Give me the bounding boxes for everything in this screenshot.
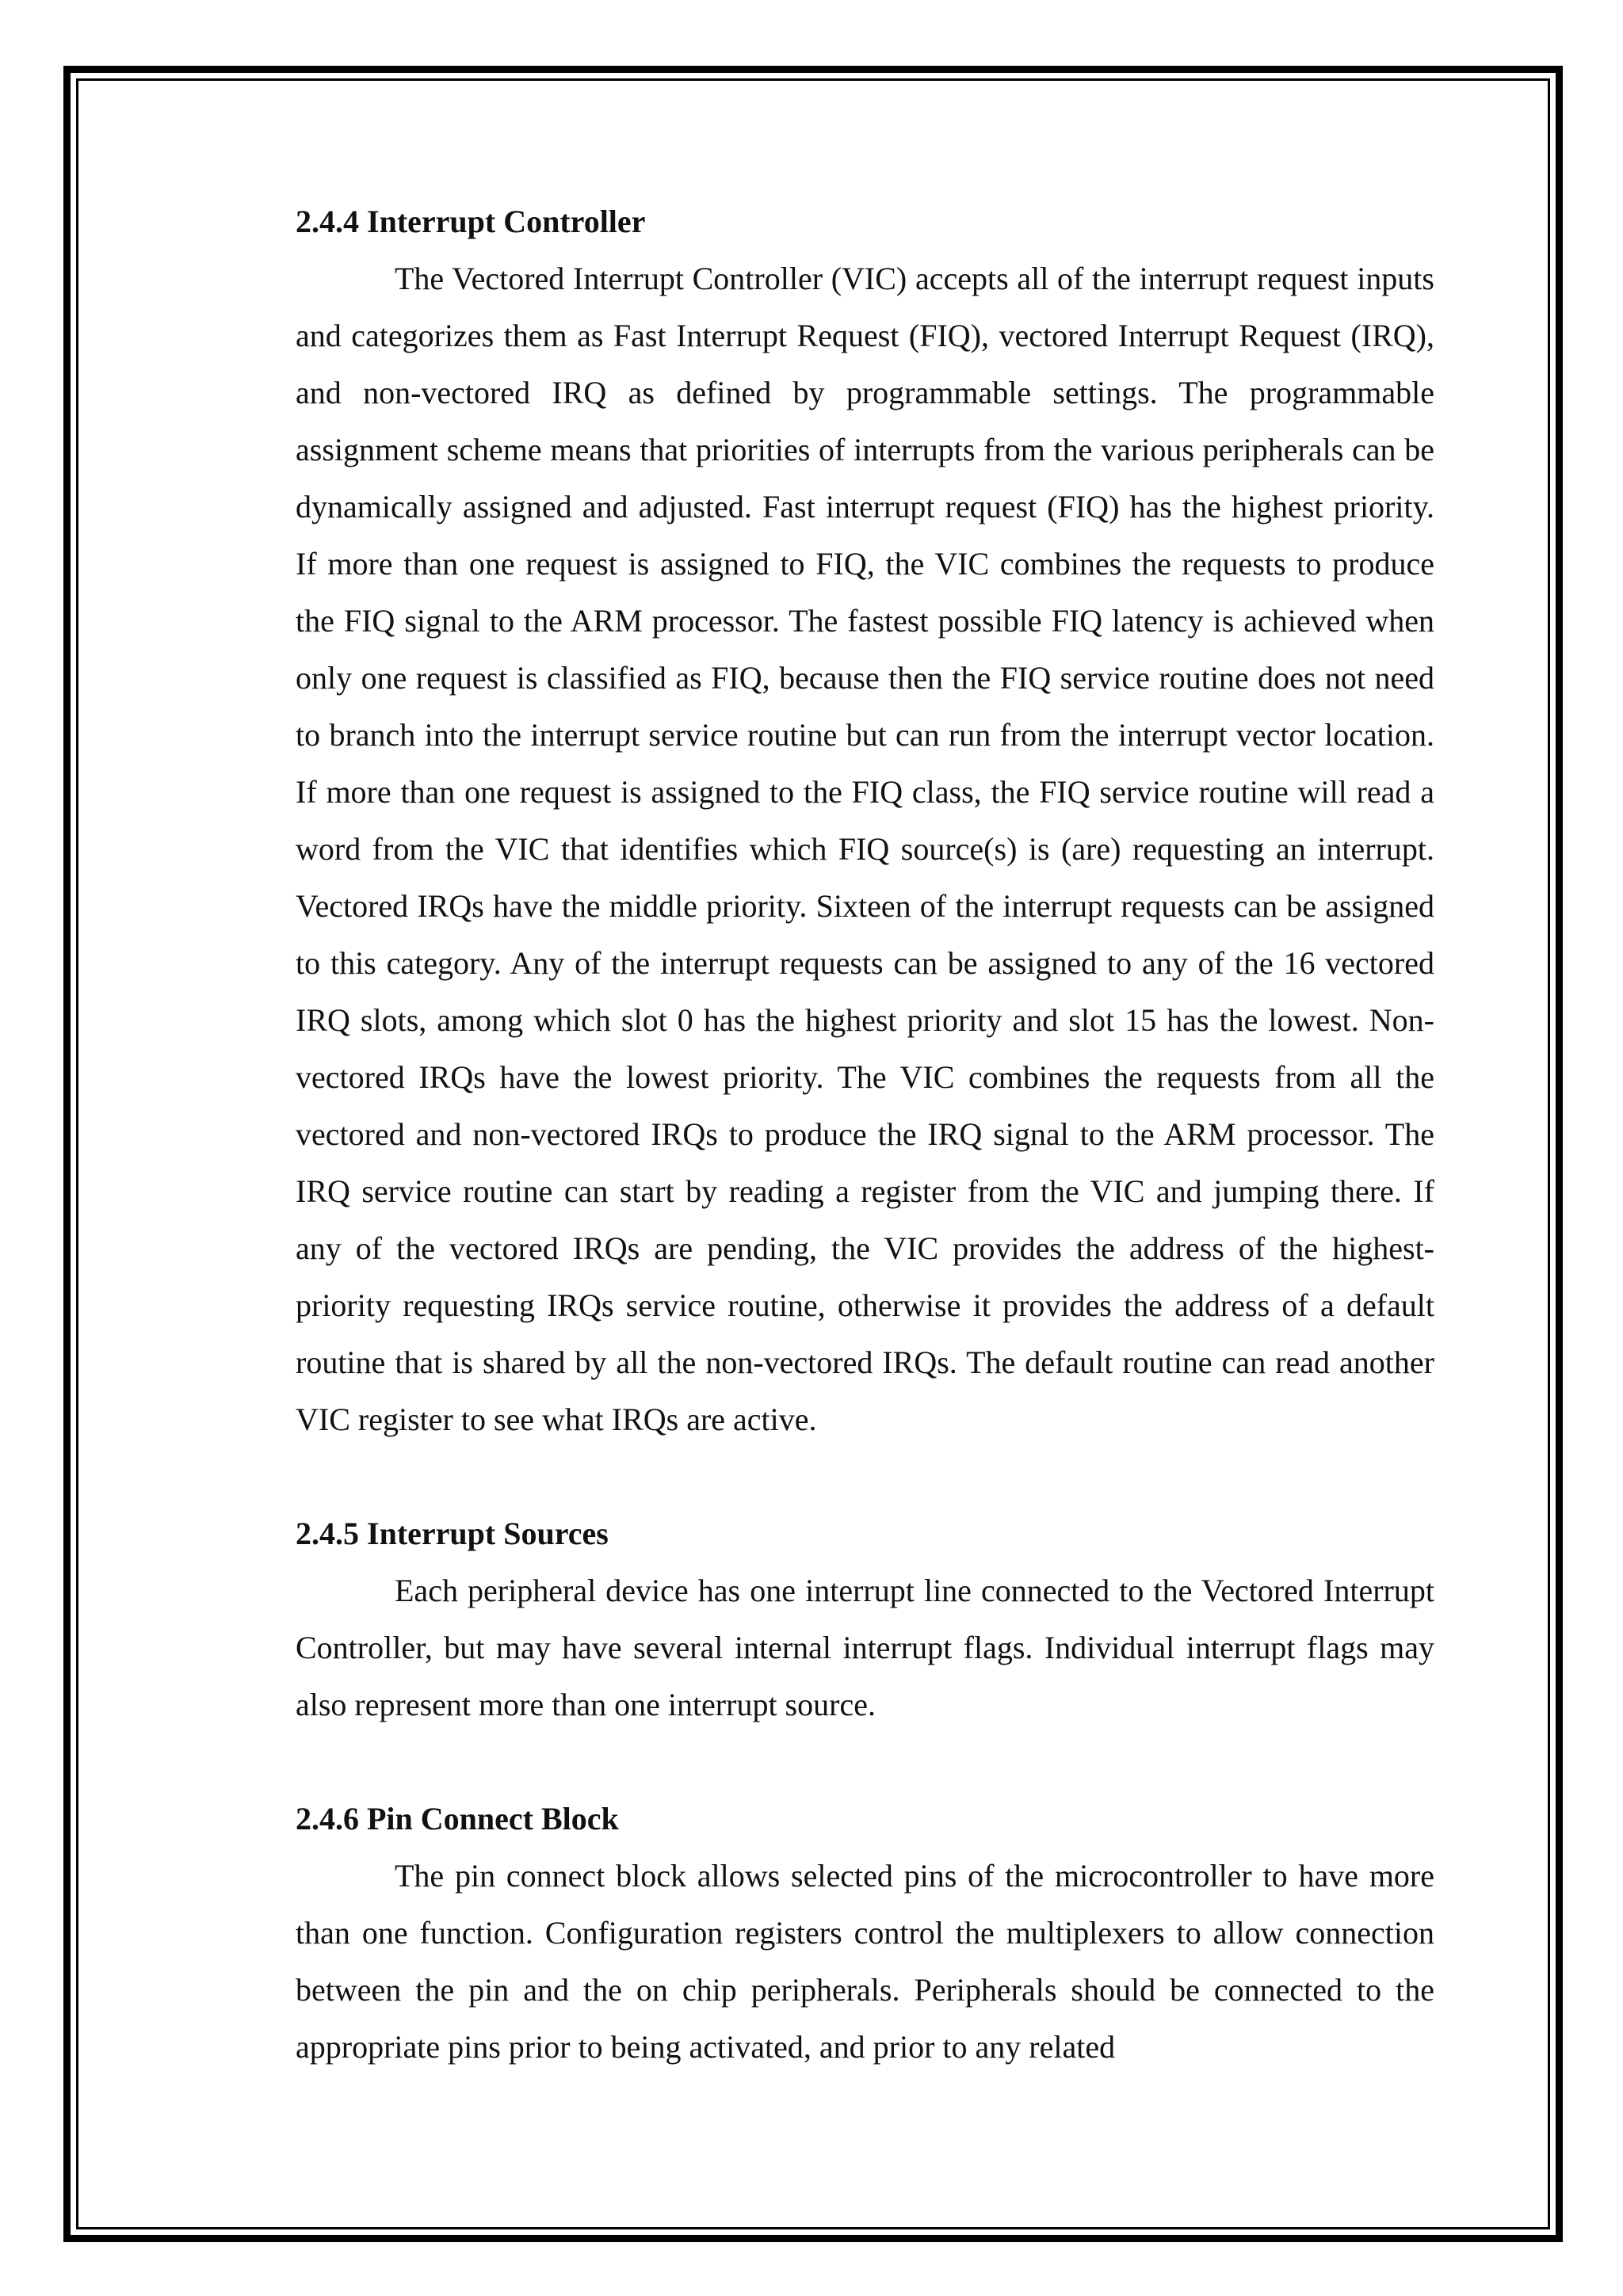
section-heading: 2.4.6 Pin Connect Block — [296, 1801, 619, 1836]
section-interrupt-sources — [296, 1505, 1434, 1733]
section-paragraph: Each peripheral device has one interrupt line connected to the Vectored Interrupt Controller, but may have several internal interrupt flags. Individual interrupt flags may also represent more than one interrupt source. — [296, 1573, 1434, 1722]
section-paragraph: The pin connect block allows selected pins of the microcontroller to have more than one function. Configuration registers control the multiplexers to allow connection between the pin and the on chip peripherals. Peripherals should be connected to the appropriate pins prior to being activated, and prior to any related — [296, 1858, 1434, 2065]
section-heading: 2.4.5 Interrupt Sources — [296, 1516, 609, 1551]
section-interrupt-controller — [296, 193, 1434, 1448]
document-body — [296, 193, 1434, 2076]
section-heading: 2.4.4 Interrupt Controller — [296, 204, 646, 239]
section-pin-connect-block — [296, 1791, 1434, 2076]
section-paragraph: The Vectored Interrupt Controller (VIC) accepts all of the interrupt request inputs and categorizes them as Fast Interrupt Request (FIQ), vectored Interrupt Request (IRQ), and non-vectored IRQ as defined by programmable settings. The programmable assignment scheme means that priorities of interrupts from the various peripherals can be dynamically assigned and adjusted. Fast interrupt request (FIQ) has the highest priority. If more than one request is assigned to FIQ, the VIC combines the requests to produce the FIQ signal to the ARM processor. The fastest possible FIQ latency is achieved when only one request is classified as FIQ, because then the FIQ service routine does not need to branch into the interrupt service routine but can run from the interrupt vector location. If more than one request is assigned to the FIQ class, the FIQ service routine will read a word from the VIC that identifies which FIQ source(s) is (are) requesting an interrupt. Vectored IRQs have the middle priority. Sixteen of the interrupt requests can be assigned to this category. Any of the interrupt requests can be assigned to any of the 16 vectored IRQ slots, among which slot 0 has the highest priority and slot 15 has the lowest. Non-vectored IRQs have the lowest priority. The VIC combines the requests from all the vectored and non-vectored IRQs to produce the IRQ signal to the ARM processor. The IRQ service routine can start by reading a register from the VIC and jumping there. If any of the vectored IRQs are pending, the VIC provides the address of the highest-priority requesting IRQs service routine, otherwise it provides the address of a default routine that is shared by all the non-vectored IRQs. The default routine can read another VIC register to see what IRQs are active. — [296, 261, 1434, 1437]
